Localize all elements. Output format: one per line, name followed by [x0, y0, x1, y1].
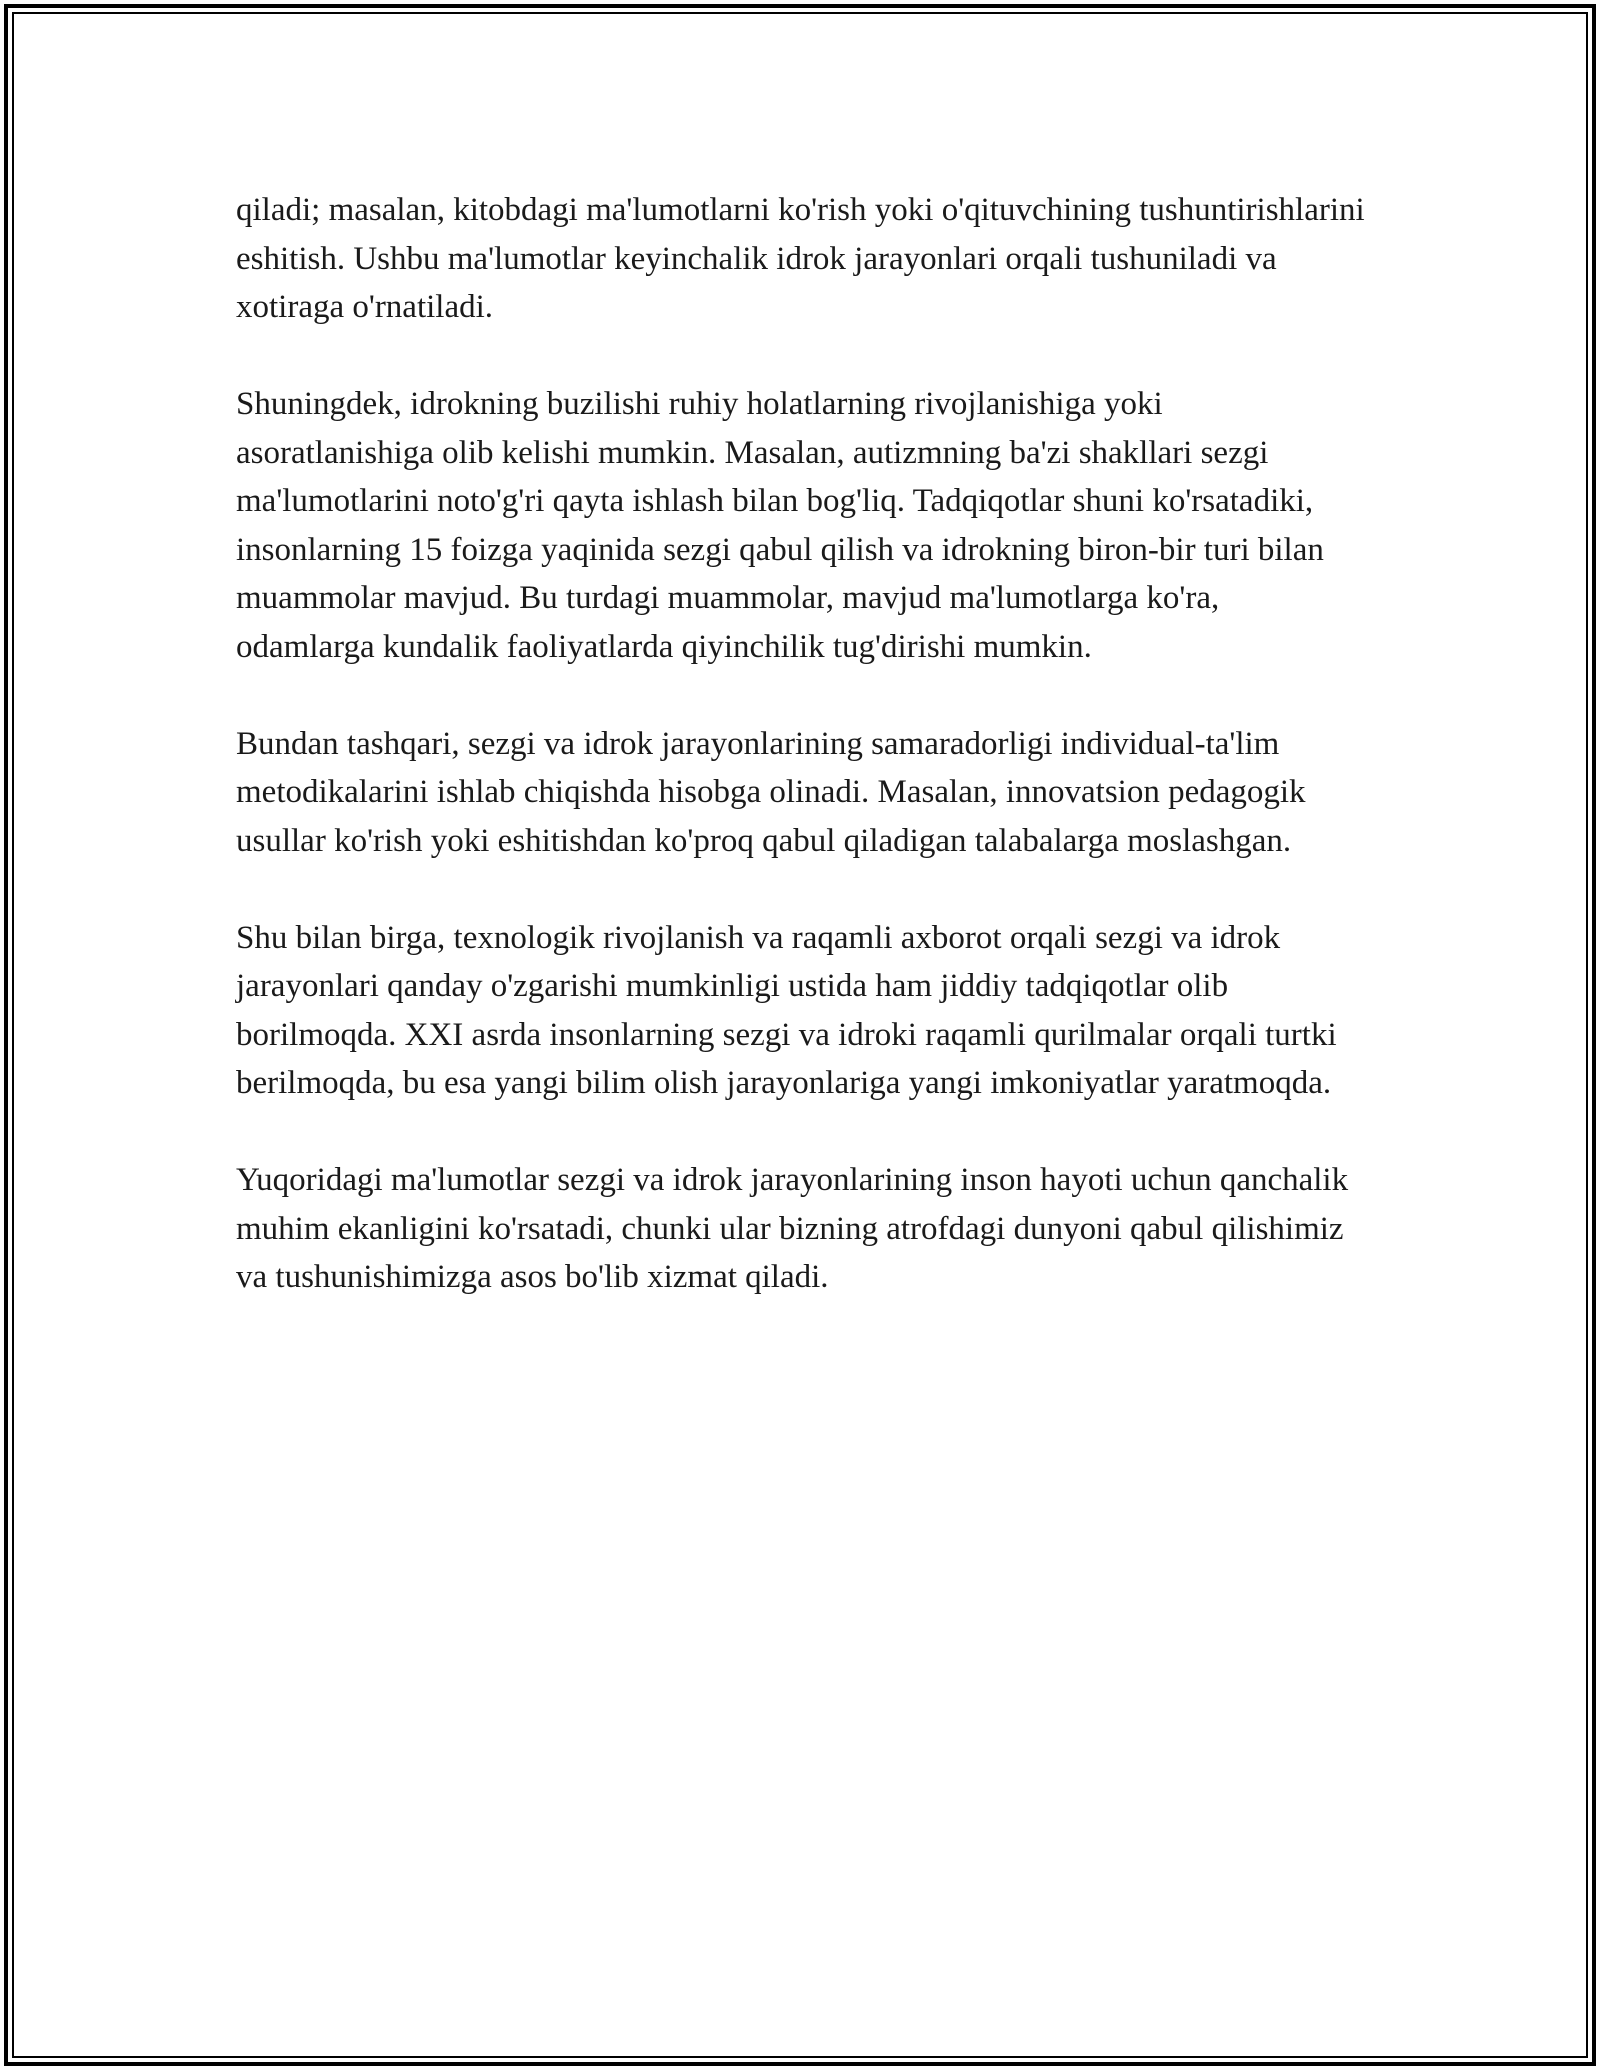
paragraph-2: Shuningdek, idrokning buzilishi ruhiy holatlarning rivojlanishiga yoki asoratlanishiga olib kelishi mumkin. Masalan, autizmning ba'zi shakllari sezgi ma'lumotlarini noto'g'ri qayta ishlash bilan bog'liq. Tadqiqotlar shuni ko'rsatadiki, insonlarning 15 foizga yaqinida sezgi qabul qilish va idrokning biron-bir turi bilan muammolar mavjud. Bu turdagi muammolar, mavjud ma'lumotlarga ko'ra, odamlarga kundalik faoliyatlarda qiyinchilik tug'dirishi mumkin. [236, 386, 1324, 665]
paragraph-4: Shu bilan birga, texnologik rivojlanish va raqamli axborot orqali sezgi va idrok jarayonlari qanday o'zgarishi mumkinligi ustida ham jiddiy tadqiqotlar olib borilmoqda. XXI asrda insonlarning sezgi va idroki raqamli qurilmalar orqali turtki berilmoqda, bu esa yangi bilim olish jarayonlariga yangi imkoniyatlar yaratmoqda. [236, 919, 1337, 1101]
paragraph-1: qiladi; masalan, kitobdagi ma'lumotlarni ko'rish yoki o'qituvchining tushuntirishlarini eshitish. Ushbu ma'lumotlar keyinchalik idrok jarayonlari orqali tushuniladi va xotiraga o'rnatiladi. [236, 192, 1365, 325]
paragraph-3: Bundan tashqari, sezgi va idrok jarayonlarining samaradorligi individual-ta'lim metodikalarini ishlab chiqishda hisobga olinadi. Masalan, innovatsion pedagogik usullar ko'rish yoki eshitishdan ko'proq qabul qiladigan talabalarga moslashgan. [236, 725, 1306, 859]
document-body [236, 186, 1366, 1302]
paragraph-5: Yuqoridagi ma'lumotlar sezgi va idrok jarayonlarining inson hayoti uchun qanchalik muhim ekanligini ko'rsatadi, chunki ular bizning atrofdagi dunyoni qabul qilishimiz va tushunishimizga asos bo'lib xizmat qiladi. [236, 1162, 1349, 1295]
